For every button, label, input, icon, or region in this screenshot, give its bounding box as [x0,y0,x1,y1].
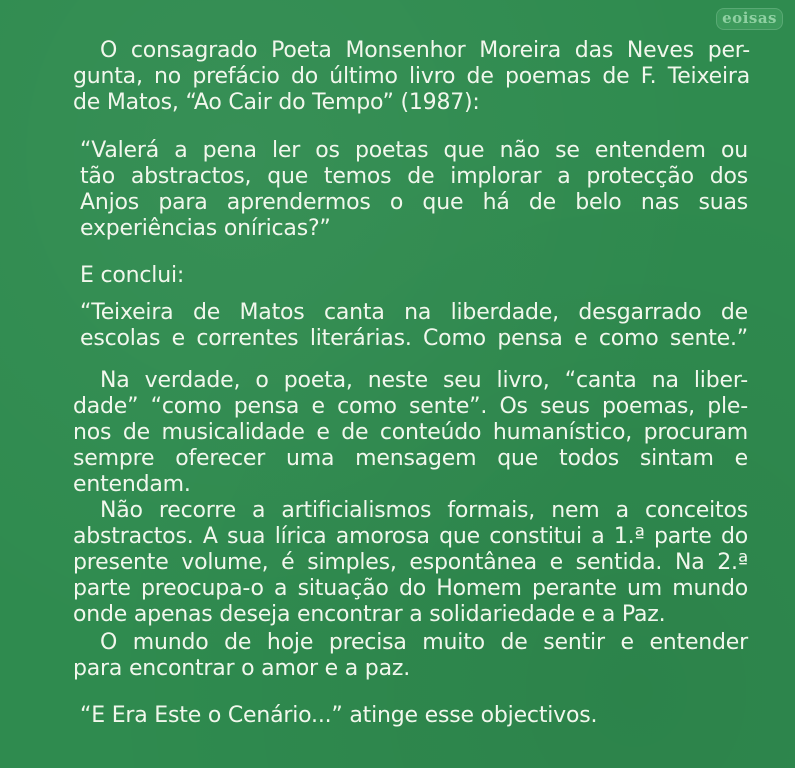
text-line: sempre oferecer uma mensagem que todos sintam e [73,446,748,471]
text-line: escolas e correntes literárias. Como pensa e como sente.” [80,326,748,351]
text-line: gunta, no prefácio do último livro de poemas de F. Teixeira [73,64,750,89]
conclusion-intro: E conclui: [80,263,185,288]
text-line: para encontrar o amor e a paz. [73,656,410,681]
text-line: experiências oníricas?” [80,216,331,241]
text-line: “Valerá a pena ler os poetas que não se entendem ou [80,138,748,163]
text-line: onde apenas deseja encontrar a solidariedade e a Paz. [73,602,666,627]
text-line: entendam. [73,472,191,497]
text-line: parte preocupa-o a situação do Homem perante um mundo [73,576,748,601]
watermark-logo: eoisas [716,8,783,30]
text-line: de Matos, “Ao Cair do Tempo” (1987): [73,90,480,115]
text-line: Na verdade, o poeta, neste seu livro, “canta na liber- [100,368,748,393]
text-line: abstractos. A sua lírica amorosa que constitui a 1.ª parte do [73,524,748,549]
text-line: dade” “como pensa e como sente”. Os seus poemas, ple- [73,394,748,419]
text-line: O consagrado Poeta Monsenhor Moreira das Neves per- [100,38,750,63]
closing-line: “E Era Este o Cenário...” atinge esse objectivos. [80,703,598,728]
text-line: tão abstractos, que temos de implorar a protecção dos [80,164,748,189]
text-line: nos de musicalidade e de conteúdo humanístico, procuram [73,420,748,445]
text-line: presente volume, é simples, espontânea e sentida. Na 2.ª [73,550,748,575]
text-line: Anjos para aprendermos o que há de belo nas suas [80,190,748,215]
text-line: O mundo de hoje precisa muito de sentir e entender [100,630,748,655]
text-line: “Teixeira de Matos canta na liberdade, desgarrado de [80,300,748,325]
text-line: Não recorre a artificialismos formais, nem a conceitos [100,498,748,523]
